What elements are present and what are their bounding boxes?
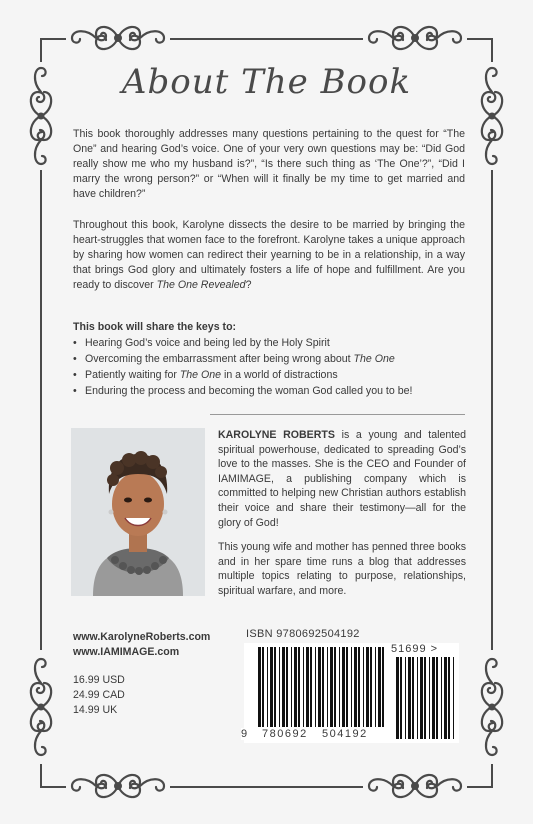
bottom-left-ornament <box>66 768 170 804</box>
frame-top-right-line <box>467 38 493 40</box>
intro-paragraph-1: This book thoroughly addresses many questions pertaining to the quest for “The One” and hearing God’s voice. One of your very own questions may be: “Did God really show me who my husband is?”, “Is there such thing as ‘The One’?”, “Did I marry the wrong person?” or “When will it finally be my time to get married and have children?” <box>73 128 465 200</box>
barcode-bar <box>382 647 384 727</box>
right-bottom-flourish <box>475 652 509 762</box>
barcode-bar <box>412 657 414 739</box>
barcode-bar <box>354 647 357 727</box>
website-links <box>73 630 210 660</box>
list-item <box>73 351 473 367</box>
list-item-text: Overcoming the embarrassment after being wrong about <box>85 353 354 365</box>
website-link[interactable]: www.KarolyneRoberts.com <box>73 631 211 643</box>
barcode-bar <box>298 647 300 727</box>
frame-bottom-left-line <box>40 786 66 788</box>
barcode-bar <box>291 647 292 727</box>
intro-paragraph-2-end: ? <box>245 279 252 291</box>
page-title: About The Book <box>121 62 412 102</box>
list-item-text: Enduring the process and becoming the woman God called you to be! <box>85 385 413 397</box>
price-uk: 14.99 UK <box>73 704 118 716</box>
author-bio-1-text: is a young and talented spiritual powerhouse, dedicated to spreading God’s love to the masses. She is the CEO and Founder of IAMIMAGE, a publishing company which is committed to helping new Christian authors establish their voice and share their testimony—all for the glory of God! <box>218 429 467 529</box>
barcode-bar <box>274 647 276 727</box>
barcode-bar <box>417 657 418 739</box>
barcode-bar <box>441 657 442 739</box>
barcode-bar <box>429 657 430 739</box>
intro-paragraph-2 <box>73 218 465 293</box>
barcode-bar <box>420 657 423 739</box>
bottom-right-ornament <box>363 768 467 804</box>
price-list <box>73 673 125 718</box>
barcode-bar <box>396 657 399 739</box>
barcode-bar <box>444 657 447 739</box>
frame-top-center-line <box>170 38 363 40</box>
list-item <box>73 335 473 351</box>
author-bio-1 <box>218 428 466 530</box>
barcode-bar <box>351 647 352 727</box>
barcode-bar <box>310 647 312 727</box>
barcode-bar <box>432 657 435 739</box>
barcode-bar <box>327 647 328 727</box>
barcode-bar <box>286 647 288 727</box>
barcode-bar <box>342 647 345 727</box>
author-photo <box>71 428 205 596</box>
barcode-bar <box>436 657 438 739</box>
barcode-bar <box>270 647 273 727</box>
barcode-bar <box>306 647 309 727</box>
barcode-bar <box>322 647 324 727</box>
barcode-bar <box>424 657 426 739</box>
top-left-ornament <box>66 20 170 56</box>
frame-right-line <box>491 40 493 62</box>
book-title-italic: The One Revealed <box>156 279 246 291</box>
barcode-bar <box>315 647 316 727</box>
list-item-italic: The One <box>353 353 395 365</box>
barcode-bar <box>334 647 336 727</box>
barcode-bar <box>303 647 304 727</box>
isbn-label: ISBN 9780692504192 <box>246 628 360 640</box>
list-item <box>73 383 473 399</box>
frame-left-line-mid <box>40 170 42 650</box>
list-item <box>73 367 473 383</box>
frame-bottom-right-line <box>467 786 493 788</box>
list-item-text: Patiently waiting for <box>85 369 180 381</box>
author-name: KAROLYNE ROBERTS <box>218 429 335 441</box>
barcode-bar <box>346 647 348 727</box>
barcode-bar <box>448 657 450 739</box>
barcode-bar <box>318 647 321 727</box>
website-link[interactable]: www.IAMIMAGE.com <box>73 646 180 658</box>
barcode-bar <box>408 657 411 739</box>
price-cad: 24.99 CAD <box>73 689 125 701</box>
barcode-group-left: 780692 <box>262 728 308 740</box>
barcode-bar <box>366 647 369 727</box>
barcode-group-right: 504192 <box>322 728 368 740</box>
barcode-bar <box>282 647 285 727</box>
barcode-lead-digit: 9 <box>241 728 249 740</box>
list-item-italic: The One <box>179 369 222 381</box>
barcode-bar <box>400 657 402 739</box>
frame-right-line-bottom <box>491 764 493 786</box>
barcode-bar <box>453 657 454 739</box>
keys-heading: This book will share the keys to: <box>73 321 237 333</box>
top-right-ornament <box>363 20 467 56</box>
frame-right-line-mid <box>491 170 493 650</box>
barcode-bar <box>262 647 264 727</box>
list-item-text: Hearing God’s voice and being led by the Holy Spirit <box>85 337 330 349</box>
barcode-bar <box>267 647 268 727</box>
section-divider <box>210 414 465 415</box>
barcode-bar <box>279 647 280 727</box>
frame-top-left-line <box>40 38 66 40</box>
barcode-bar <box>378 647 381 727</box>
barcode-bar <box>358 647 360 727</box>
barcode-bar <box>370 647 372 727</box>
author-bio-2: This young wife and mother has penned three books and in her spare time runs a blog that addresses multiple topics relating to purpose, relationships, spiritual warfare, and more. <box>218 541 466 597</box>
price-usd: 16.99 USD <box>73 674 125 686</box>
barcode-bar <box>330 647 333 727</box>
left-bottom-flourish <box>24 652 58 762</box>
list-item-after: in a world of distractions <box>221 369 338 381</box>
barcode-bar <box>405 657 406 739</box>
frame-left-line <box>40 40 42 62</box>
barcode-bar <box>258 647 261 727</box>
frame-left-line-bottom <box>40 764 42 786</box>
barcode-bar <box>294 647 297 727</box>
barcode-bar <box>375 647 376 727</box>
barcode-bar <box>339 647 340 727</box>
keys-list <box>73 335 473 399</box>
frame-bottom-center-line <box>170 786 363 788</box>
intro-paragraph-2-text: Throughout this book, Karolyne dissects the desire to be married by bringing the heart-struggles that women face to the forefront. Karolyne takes a unique approach by sharing how women can redirect their yearning to be in a relationship, in a way that brings God glory and ultimately fosters a life of hope and fulfillment. Are you ready to discover <box>73 219 465 291</box>
barcode-bar <box>363 647 364 727</box>
addon-code: 51699 > <box>391 643 439 655</box>
